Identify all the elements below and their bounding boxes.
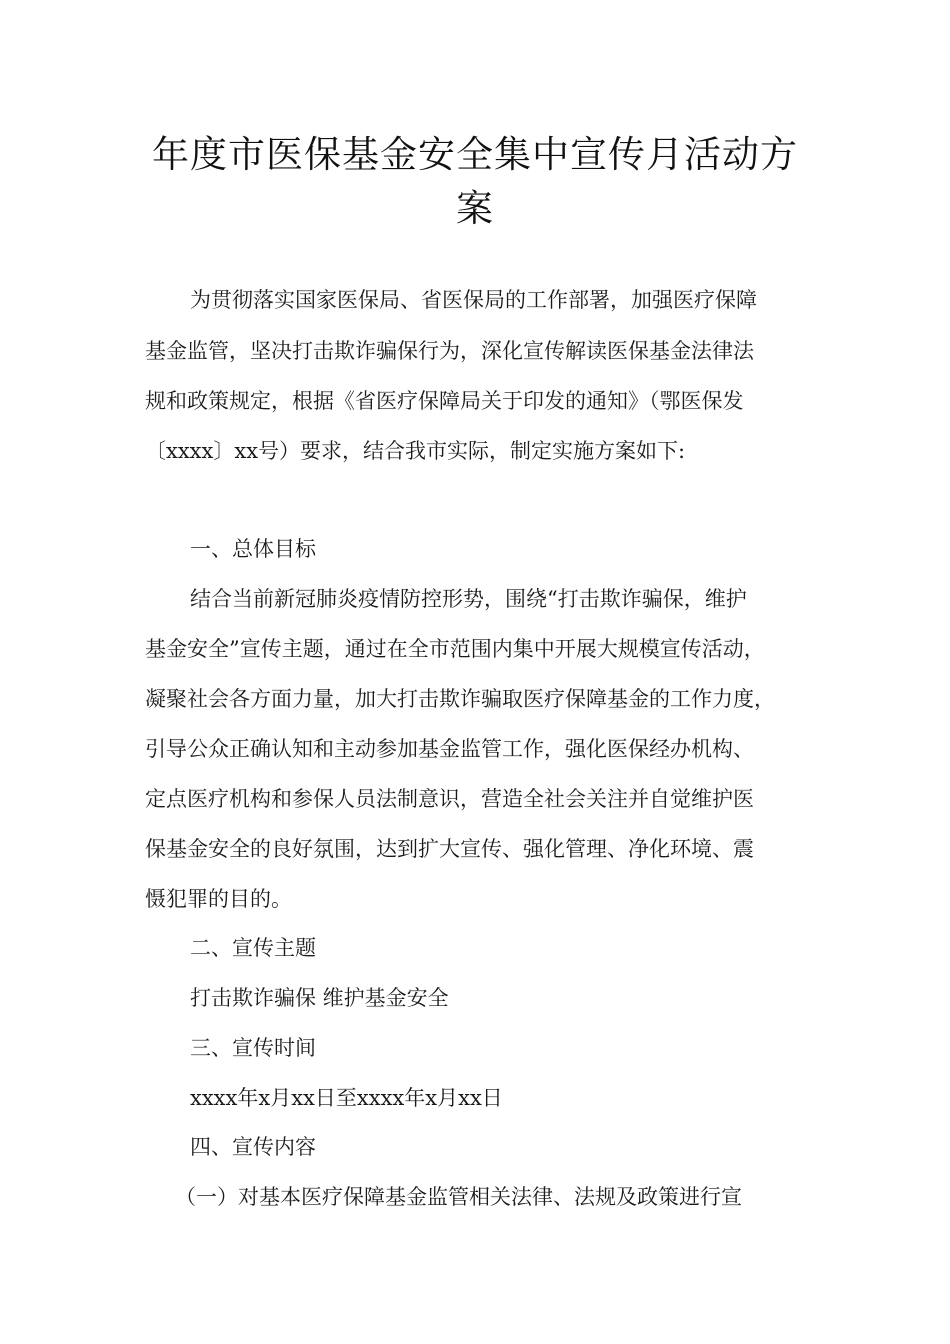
title-line-2: 案 bbox=[456, 187, 494, 230]
intro-line-4: 〔xxxx〕xx号）要求，结合我市实际，制定实施方案如下: bbox=[145, 439, 686, 463]
section-2-text: 打击欺诈骗保 维护基金安全 bbox=[190, 986, 449, 1010]
section-4-heading: 四、宣传内容 bbox=[190, 1135, 316, 1159]
document-title bbox=[120, 128, 830, 236]
section-1-line-5: 定点医疗机构和参保人员法制意识，营造全社会关注并自觉维护医 bbox=[145, 787, 754, 811]
section-3-heading: 三、宣传时间 bbox=[190, 1036, 316, 1060]
section-1-line-3: 凝聚社会各方面力量，加大打击欺诈骗取医疗保障基金的工作力度， bbox=[145, 687, 775, 711]
section-2-heading: 二、宣传主题 bbox=[190, 936, 316, 960]
section-1-heading: 一、总体目标 bbox=[190, 537, 316, 561]
title-line-1: 年度市医保基金安全集中宣传月活动方 bbox=[152, 133, 798, 176]
section-1-line-2: 基金安全”宣传主题，通过在全市范围内集中开展大规模宣传活动， bbox=[145, 637, 765, 661]
intro-line-2: 基金监管，坚决打击欺诈骗保行为，深化宣传解读医保基金法律法 bbox=[145, 339, 754, 363]
section-1-line-4: 引导公众正确认知和主动参加基金监管工作，强化医保经办机构、 bbox=[145, 737, 754, 761]
intro-line-1: 为贯彻落实国家医保局、省医保局的工作部署，加强医疗保障 bbox=[190, 288, 757, 312]
intro-line-3: 规和政策规定，根据《省医疗保障局关于印发的通知》（鄂医保发 bbox=[145, 389, 744, 413]
section-1-line-1: 结合当前新冠肺炎疫情防控形势，围绕“打击欺诈骗保，维护 bbox=[190, 587, 747, 611]
section-4-item-1: （一）对基本医疗保障基金监管相关法律、法规及政策进行宣 bbox=[175, 1185, 742, 1209]
section-1-line-6: 保基金安全的良好氛围，达到扩大宣传、强化管理、净化环境、震 bbox=[145, 837, 754, 861]
section-1-line-7: 慑犯罪的目的。 bbox=[145, 887, 292, 911]
section-3-text: xxxx年x月xx日至xxxx年x月xx日 bbox=[190, 1086, 503, 1110]
